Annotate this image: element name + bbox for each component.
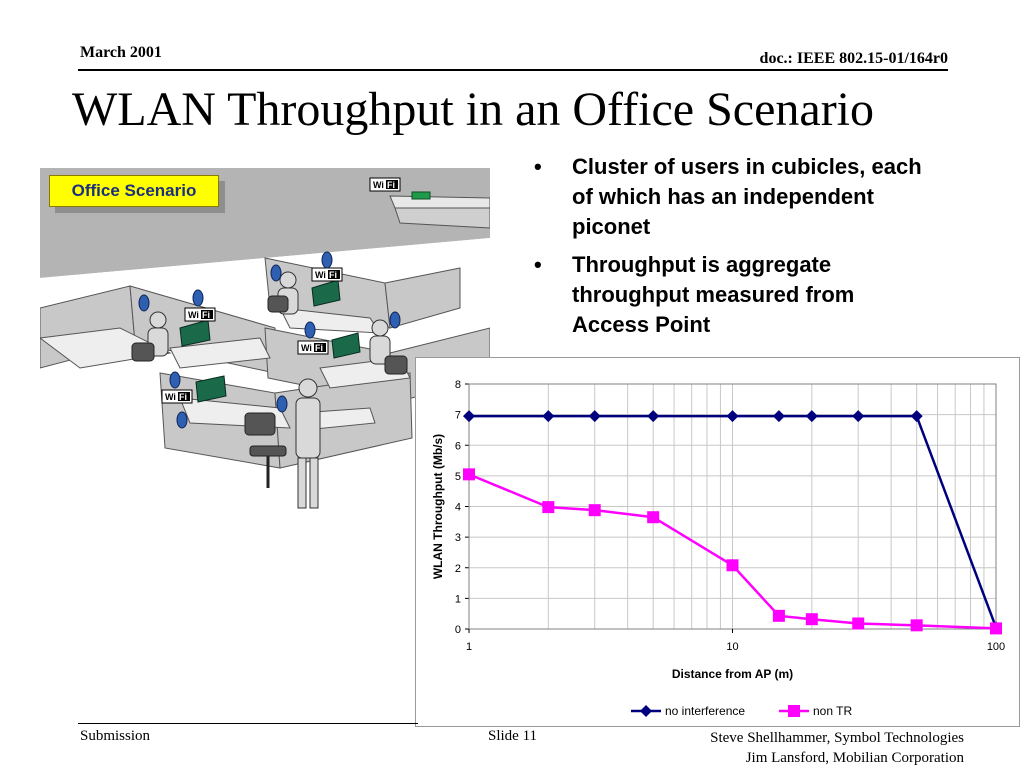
svg-text:Wi: Wi (315, 270, 326, 280)
data-point (990, 622, 1002, 634)
data-point (589, 504, 601, 516)
y-tick-label: 8 (454, 379, 461, 391)
svg-text:Fi: Fi (315, 343, 323, 353)
data-point (773, 410, 785, 422)
chart-svg (416, 358, 1021, 728)
data-point (463, 468, 475, 480)
y-tick-label: 0 (454, 624, 461, 636)
footer-author-1: Steve Shellhammer, Symbol Technologies (710, 730, 964, 746)
data-point (852, 617, 864, 629)
data-point (463, 410, 475, 422)
data-point (727, 410, 739, 422)
header-rule (78, 69, 948, 71)
bullet-item (534, 152, 934, 242)
legend-label: no interference (665, 704, 746, 718)
legend-label: non TR (813, 704, 853, 718)
data-point (542, 410, 554, 422)
header-doc-id: doc.: IEEE 802.15-01/164r0 (759, 50, 948, 67)
data-point (806, 410, 818, 422)
svg-text:Fi: Fi (202, 310, 210, 320)
header-date: March 2001 (80, 44, 162, 61)
bullet-dot-icon: • (534, 154, 542, 179)
data-point (589, 410, 601, 422)
bullet-text: Cluster of users in cubicles, each of which has an independent piconet (572, 154, 922, 239)
y-tick-label: 5 (454, 470, 461, 483)
y-axis-label: WLAN Throughput (Mb/s) (431, 433, 445, 580)
data-point (647, 511, 659, 523)
x-axis-label: Distance from AP (m) (671, 667, 794, 681)
data-point (542, 501, 554, 513)
legend-marker (640, 705, 652, 717)
svg-text:Wi: Wi (188, 310, 199, 320)
legend-marker (788, 705, 800, 717)
footer-slide-number: Slide 11 (488, 728, 538, 744)
footer-submission: Submission (80, 728, 151, 744)
bullet-dot-icon: • (534, 252, 542, 277)
y-tick-label: 6 (454, 440, 461, 453)
y-tick-label: 7 (454, 409, 461, 422)
svg-text:Wi: Wi (373, 180, 384, 190)
data-point (852, 410, 864, 422)
bullet-list (534, 152, 934, 348)
footer-author-2: Jim Lansford, Mobilian Corporation (745, 750, 964, 766)
data-point (911, 410, 923, 422)
x-tick-label: 10 (726, 641, 739, 653)
footer-rule (78, 723, 418, 724)
y-tick-label: 4 (454, 501, 461, 514)
throughput-chart (415, 357, 1020, 727)
svg-text:Fi: Fi (329, 270, 337, 280)
svg-text:Fi: Fi (179, 392, 187, 402)
x-tick-label: 1 (465, 641, 473, 653)
footer-authors (710, 728, 964, 768)
y-tick-label: 3 (454, 532, 461, 545)
office-scenario-label: Office Scenario (49, 175, 219, 207)
x-tick-label: 100 (986, 641, 1006, 653)
data-point (911, 619, 923, 631)
data-point (647, 410, 659, 422)
svg-text:Wi: Wi (301, 343, 312, 353)
slide-title: WLAN Throughput in an Office Scenario (72, 83, 875, 136)
svg-text:Wi: Wi (165, 392, 176, 402)
y-tick-label: 1 (454, 593, 461, 606)
svg-text:Fi: Fi (387, 180, 395, 190)
y-tick-label: 2 (454, 562, 461, 575)
data-point (727, 559, 739, 571)
data-point (773, 610, 785, 622)
data-point (806, 613, 818, 625)
bullet-text: Throughput is aggregate throughput measured from Access Point (572, 252, 855, 337)
bullet-item (534, 250, 934, 340)
